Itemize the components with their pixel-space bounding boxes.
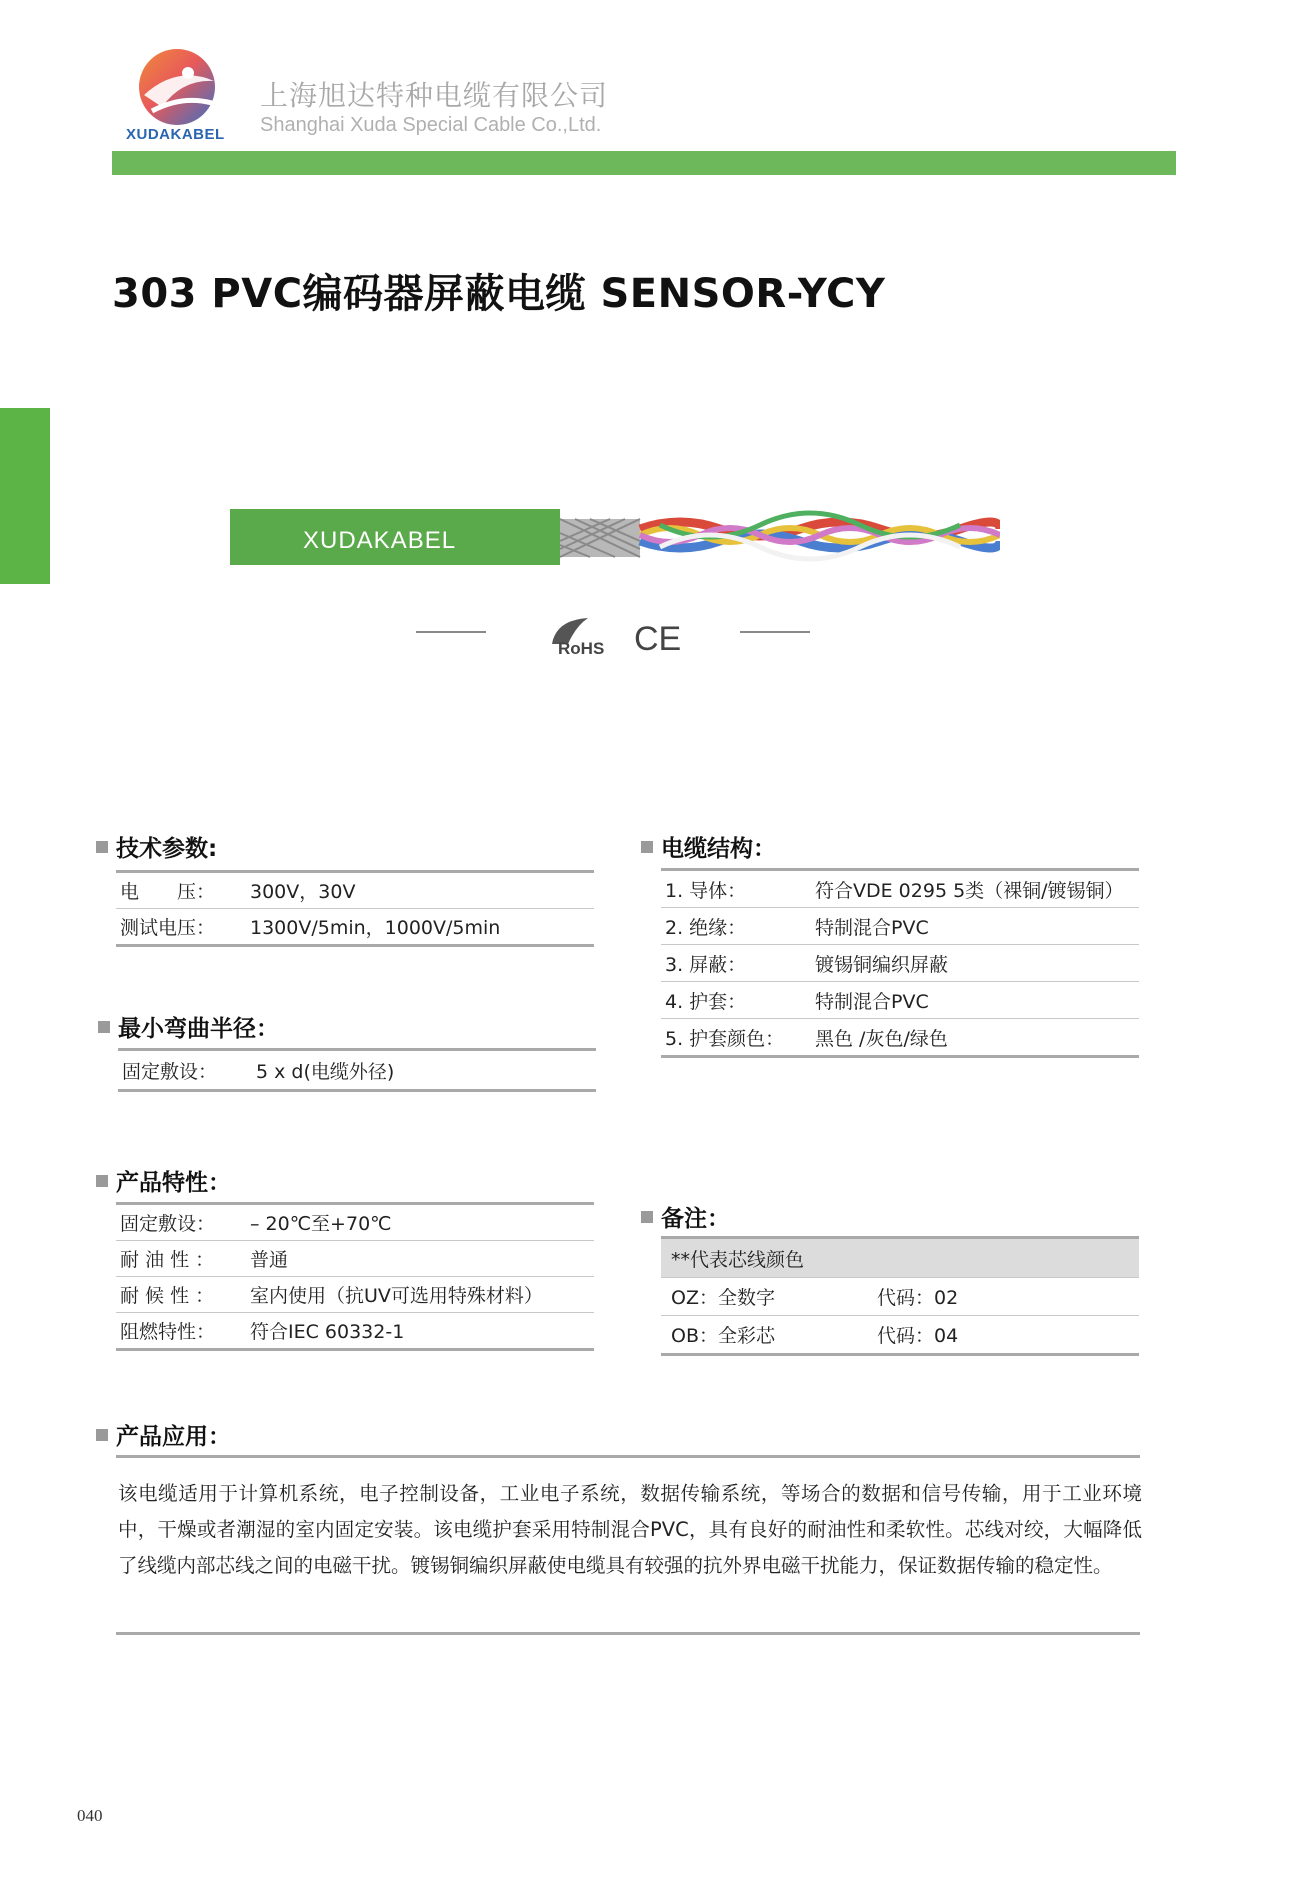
table-row: 耐 候 性 ： 室内使用（抗UV可选用特殊材料） [116, 1277, 594, 1313]
bullet-square-icon [98, 1021, 110, 1033]
company-name-cn: 上海旭达特种电缆有限公司 [260, 79, 609, 112]
table-row: 5. 护套颜色： 黑色 /灰色/绿色 [665, 1027, 948, 1050]
application-text: 该电缆适用于计算机系统，电子控制设备，工业电子系统，数据传输系统，等场合的数据和信号传输，用于工业环境中，干燥或者潮湿的室内固定安装。该电缆护套采用特制混合PVC，具有良好的耐油性和柔软性。芯线对绞，大幅降低了线缆内部芯线之间的电磁干扰。镀锡铜编织屏蔽使电缆具有较强的抗外界电磁干扰能力，保证数据传输的稳定性。 [118, 1482, 1142, 1577]
tech-params-heading: 技术参数: [96, 830, 217, 863]
cert-divider-right [740, 631, 810, 633]
bullet-square-icon [96, 1429, 108, 1441]
bullet-square-icon [641, 1211, 653, 1223]
table-row: 耐 油 性 ： 普通 [116, 1241, 594, 1277]
table-row: 固定敷设： 5 x d(电缆外径) [122, 1060, 395, 1083]
page-number: 040 [77, 1806, 103, 1825]
bullet-square-icon [96, 1175, 108, 1187]
structure-heading: 电缆结构： [641, 830, 776, 863]
table-row: 4. 护套： 特制混合PVC [661, 982, 1139, 1019]
cable-illustration [230, 505, 1000, 575]
page-title: 303 PVC编码器屏蔽电缆 SENSOR-YCY [112, 271, 886, 317]
tech-params-table [116, 870, 594, 947]
structure-table [661, 868, 1139, 1058]
table-row: 3. 屏蔽： 镀锡铜编织屏蔽 [661, 945, 1139, 982]
bullet-square-icon [641, 841, 653, 853]
table-row: 阻燃特性： 符合IEC 60332-1 [120, 1321, 405, 1343]
ce-mark: CE [634, 620, 682, 658]
bullet-square-icon [96, 841, 108, 853]
header-accent-bar [112, 151, 1176, 175]
cable-label: XUDAKABEL [303, 527, 457, 554]
table-row: 1. 导体： 符合VDE 0295 5类（裸铜/镀锡铜） [661, 871, 1139, 908]
company-name-en: Shanghai Xuda Special Cable Co.,Ltd. [260, 114, 602, 136]
notes-subheading: **代表芯线颜色 [661, 1239, 1139, 1278]
table-row: OB：全彩芯 代码：04 [671, 1325, 959, 1347]
application-top-rule [116, 1455, 1140, 1458]
cert-divider-left [416, 631, 486, 633]
notes-table [661, 1236, 1139, 1356]
table-row: 固定敷设： – 20℃至+70℃ [116, 1205, 594, 1241]
application-bottom-rule [116, 1632, 1140, 1635]
features-table [116, 1202, 594, 1351]
application-heading: 产品应用： [96, 1418, 231, 1451]
rohs-mark: RoHS [558, 639, 605, 658]
logo-text: XUDAKABEL [126, 126, 225, 143]
table-row: 电 压： 300V，30V [116, 873, 594, 909]
side-tab [0, 408, 50, 584]
table-row: OZ：全数字 代码：02 [661, 1278, 1139, 1316]
bend-radius-heading: 最小弯曲半径： [98, 1010, 279, 1043]
certification-marks [548, 614, 688, 658]
bend-radius-table [118, 1048, 596, 1092]
notes-heading: 备注： [641, 1200, 730, 1233]
features-heading: 产品特性： [96, 1164, 231, 1197]
table-row: 2. 绝缘： 特制混合PVC [661, 908, 1139, 945]
table-row: 测试电压： 1300V/5min，1000V/5min [120, 917, 501, 939]
